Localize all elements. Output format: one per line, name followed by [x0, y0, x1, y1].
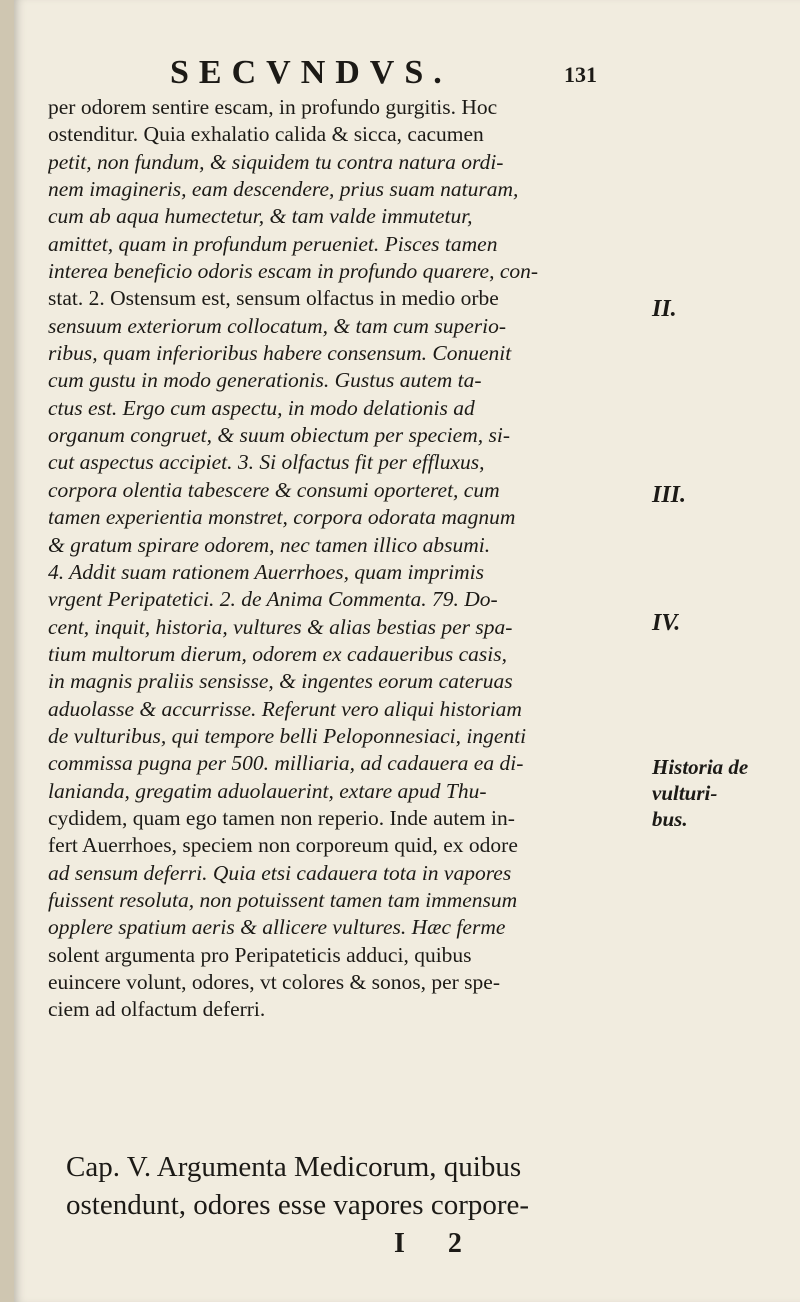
- margin-note-historia-line: bus.: [652, 807, 688, 831]
- text-line: de vulturibus, qui tempore belli Peloponnesiaci, ingenti: [48, 723, 527, 748]
- book-gutter: [0, 0, 14, 1302]
- text-line: cydidem, quam ego tamen non reperio. Inde autem in-: [48, 805, 515, 830]
- text-line: petit, non fundum, & siquidem tu contra natura ordi-: [48, 149, 504, 174]
- book-page: [14, 0, 800, 1302]
- main-text-block: [48, 94, 638, 1024]
- text-line: cent, inquit, historia, vultures & alias bestias per spa-: [48, 614, 513, 639]
- text-line: 4. Addit suam rationem Auerrhoes, quam imprimis: [48, 559, 484, 584]
- chapter-heading-line: ostendunt, odores esse vapores corpore-: [66, 1189, 530, 1221]
- text-line: nem imagineris, eam descendere, prius suam naturam,: [48, 177, 519, 202]
- text-line: solent argumenta pro Peripateticis adduci, quibus: [48, 942, 472, 967]
- text-line: sensuum exteriorum collocatum, & tam cum superio-: [48, 313, 506, 338]
- text-line: cum ab aqua humectetur, & tam valde immutetur,: [48, 204, 473, 229]
- margin-note-iv: IV.: [652, 610, 681, 636]
- text-line: ribus, quam inferioribus habere consensum. Conuenit: [48, 341, 512, 366]
- text-line: corpora olentia tabescere & consumi oporteret, cum: [48, 477, 500, 502]
- text-line: & gratum spirare odorem, nec tamen illico absumi.: [48, 532, 491, 557]
- text-line: tium multorum dierum, odorem ex cadaueribus casis,: [48, 641, 508, 666]
- text-line: ciem ad olfactum deferri.: [48, 997, 266, 1022]
- margin-note-ii: II.: [652, 296, 677, 322]
- text-line: per odorem sentire escam, in profundo gurgitis. Hoc: [48, 95, 498, 119]
- text-line: lanianda, gregatim aduolauerint, extare apud Thu-: [48, 778, 487, 803]
- text-line: stat. 2. Ostensum est, sensum olfactus in medio orbe: [48, 286, 499, 311]
- text-line: ostenditur. Quia exhalatio calida & sicca, cacumen: [48, 122, 484, 147]
- text-line: fuissent resoluta, non potuissent tamen tam immensum: [48, 887, 518, 912]
- text-line: euincere volunt, odores, vt colores & sonos, per spe-: [48, 970, 500, 994]
- text-line: fert Auerrhoes, speciem non corporeum quid, ex odore: [48, 833, 518, 858]
- margin-note-historia: [652, 754, 800, 832]
- text-line: vrgent Peripatetici. 2. de Anima Commenta. 79. Do-: [48, 587, 498, 612]
- page-number: 131: [564, 62, 597, 87]
- text-line: organum congruet, & suum obiectum per speciem, si-: [48, 423, 510, 448]
- margin-note-historia-line: Historia de: [652, 755, 749, 779]
- text-line: tamen experientia monstret, corpora odorata magnum: [48, 505, 516, 530]
- text-line: cum gustu in modo generationis. Gustus autem ta-: [48, 368, 482, 393]
- margin-note-historia-line: vulturi-: [652, 781, 718, 805]
- text-line: opplere spatium aeris & allicere vultures. Hæc ferme: [48, 915, 506, 940]
- margin-note-iii: III.: [652, 482, 687, 508]
- text-line: interea beneficio odoris escam in profundo quarere, con-: [48, 259, 539, 284]
- text-line: cut aspectus accipiet. 3. Si olfactus fit per effluxus,: [48, 450, 485, 475]
- signature-mark: I 2: [394, 1228, 480, 1259]
- running-head: SECVNDVS.: [170, 54, 452, 91]
- text-line: amittet, quam in profundum perueniet. Pisces tamen: [48, 231, 498, 256]
- text-line: in magnis praliis sensisse, & ingentes eorum cateruas: [48, 669, 513, 694]
- text-line: ad sensum deferri. Quia etsi cadauera tota in vapores: [48, 860, 512, 885]
- chapter-heading: [66, 1148, 646, 1224]
- text-line: commissa pugna per 500. milliaria, ad cadauera ea di-: [48, 751, 524, 776]
- page-header: [14, 54, 800, 94]
- chapter-heading-line: Cap. V. Argumenta Medicorum, quibus: [66, 1151, 522, 1183]
- text-line: aduolasse & accurrisse. Referunt vero aliqui historiam: [48, 696, 522, 721]
- text-line: ctus est. Ergo cum aspectu, in modo delationis ad: [48, 395, 475, 420]
